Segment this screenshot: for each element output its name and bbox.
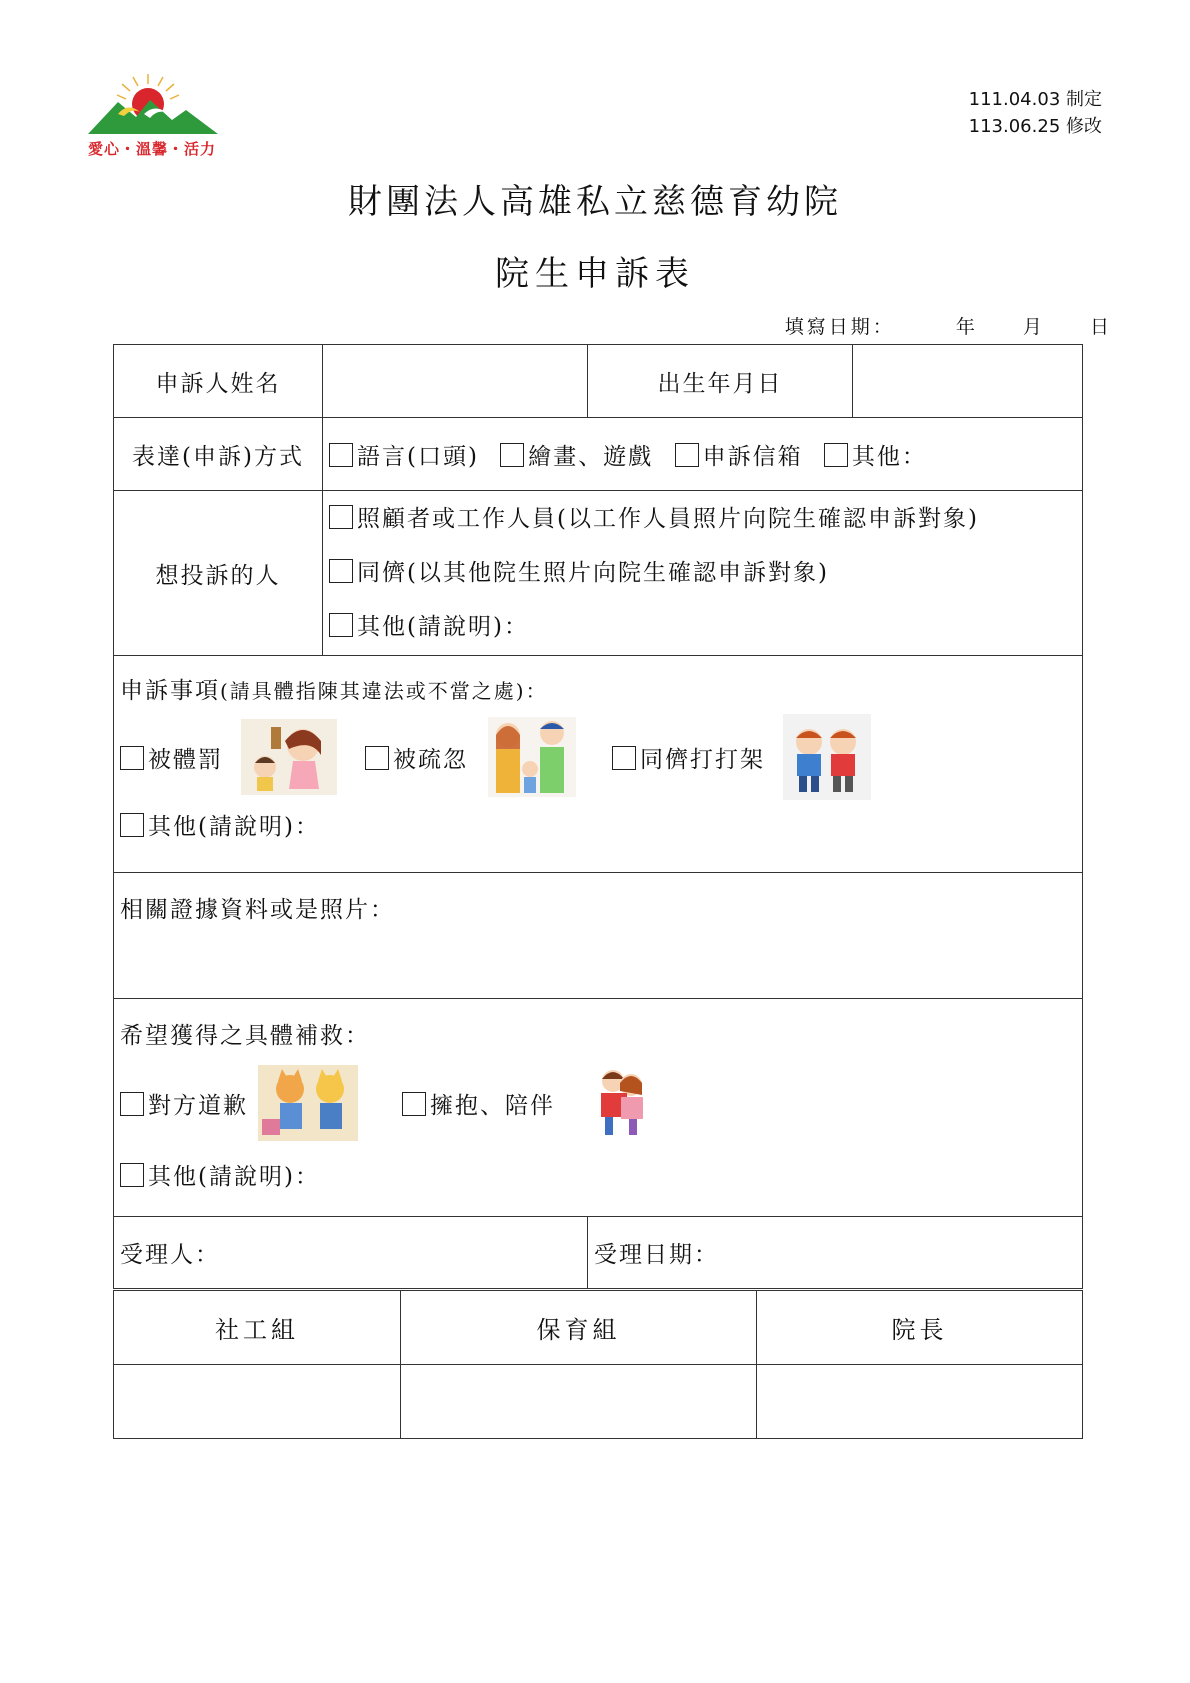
- apology-illustration-icon: [258, 1065, 358, 1141]
- table-row: [114, 491, 1083, 656]
- option-label: 申訴信箱: [702, 443, 803, 470]
- fill-date: [785, 312, 1112, 339]
- remedy-label: 希望獲得之具體補救：: [120, 1023, 370, 1049]
- checkbox[interactable]: [120, 1092, 144, 1116]
- method-option-other[interactable]: [824, 444, 927, 470]
- signature-field-director[interactable]: [757, 1365, 1083, 1439]
- signature-field-social-work[interactable]: [114, 1365, 401, 1439]
- option-label: 同儕打打架: [640, 746, 765, 773]
- checkbox[interactable]: [120, 1163, 144, 1187]
- name-field[interactable]: [323, 345, 588, 418]
- option-label: 被體罰: [148, 746, 223, 773]
- target-label: 想投訴的人: [114, 491, 323, 656]
- logo-tagline-text: 愛心・溫馨・活力: [88, 140, 217, 158]
- signature-table: [113, 1290, 1083, 1439]
- form-title: 院生申訴表: [495, 254, 695, 294]
- option-label: 對方道歉: [148, 1092, 248, 1119]
- option-label: 其他(請說明)：: [357, 614, 529, 640]
- signature-header-childcare: 保育組: [401, 1291, 757, 1365]
- revision-info: [969, 86, 1102, 140]
- day-label: 日: [1089, 316, 1112, 338]
- signature-header-director: 院長: [757, 1291, 1083, 1365]
- signature-field-childcare[interactable]: [401, 1365, 757, 1439]
- checkbox[interactable]: [329, 505, 353, 529]
- option-label: 照顧者或工作人員(以工作人員照片向院生確認申訴對象): [357, 506, 979, 532]
- method-option-mailbox[interactable]: [675, 444, 803, 470]
- checkbox[interactable]: [329, 443, 353, 467]
- dob-field[interactable]: [853, 345, 1083, 418]
- fill-date-label: 填寫日期：: [784, 316, 895, 338]
- neglect-illustration-icon: [488, 717, 576, 797]
- matter-option-neglect[interactable]: [365, 741, 468, 774]
- logo-tagline: [88, 138, 216, 159]
- checkbox[interactable]: [402, 1092, 426, 1116]
- dob-label: 出生年月日: [588, 345, 853, 418]
- logo-mountain-icon: [88, 72, 218, 142]
- evidence-label: 相關證據資料或是照片：: [120, 897, 395, 923]
- option-label: 其他：: [851, 443, 927, 470]
- org-name: 財團法人高雄私立慈德育幼院: [348, 182, 842, 222]
- punishment-illustration-icon: [241, 719, 337, 795]
- table-row: [114, 1365, 1083, 1439]
- option-label: 繪畫、遊戲: [528, 443, 654, 470]
- handler-label: 受理人：: [120, 1242, 220, 1268]
- month-label: 月: [1022, 316, 1045, 338]
- target-option-other[interactable]: [329, 600, 1076, 654]
- matter-option-fighting[interactable]: [612, 741, 765, 774]
- checkbox[interactable]: [612, 746, 636, 770]
- remedy-option-hug[interactable]: [402, 1087, 555, 1120]
- revision-modified: 113.06.25 修改: [968, 116, 1102, 137]
- handle-date-label: 受理日期：: [594, 1242, 719, 1268]
- option-label: 其他(請說明)：: [148, 1164, 320, 1190]
- evidence-section[interactable]: [114, 873, 1083, 999]
- checkbox[interactable]: [675, 443, 699, 467]
- target-option-caregiver[interactable]: [329, 492, 1076, 546]
- matter-section: [114, 656, 1083, 873]
- target-options: [323, 491, 1083, 656]
- matter-option-other[interactable]: [120, 800, 1076, 854]
- checkbox[interactable]: [329, 559, 353, 583]
- option-label: 擁抱、陪伴: [430, 1092, 555, 1119]
- table-row: [114, 999, 1083, 1217]
- matter-heading: [120, 672, 1076, 714]
- checkbox[interactable]: [120, 813, 144, 837]
- method-option-verbal[interactable]: [329, 444, 479, 470]
- matter-note: (請具體指陳其違法或不當之處)：: [220, 679, 548, 703]
- table-row: [114, 873, 1083, 999]
- checkbox[interactable]: [365, 746, 389, 770]
- signature-header-social-work: 社工組: [114, 1291, 401, 1365]
- hug-illustration-icon: [585, 1065, 655, 1141]
- remedy-option-other[interactable]: [120, 1149, 1076, 1205]
- remedy-option-apology[interactable]: [120, 1087, 248, 1120]
- handler-field[interactable]: [114, 1217, 588, 1289]
- logo: [88, 72, 218, 162]
- checkbox[interactable]: [500, 443, 524, 467]
- fighting-illustration-icon: [783, 714, 871, 800]
- table-row: [114, 345, 1083, 418]
- method-option-drawing[interactable]: [500, 444, 653, 470]
- complaint-form-table: [113, 344, 1083, 1289]
- option-label: 同儕(以其他院生照片向院生確認申訴對象): [357, 560, 829, 586]
- table-row: [114, 418, 1083, 491]
- name-label: 申訴人姓名: [114, 345, 323, 418]
- table-row: [114, 1217, 1083, 1289]
- option-label: 其他(請說明)：: [148, 814, 320, 840]
- matter-label: 申訴事項: [120, 678, 220, 704]
- revision-created: 111.04.03 制定: [968, 89, 1102, 110]
- handle-date-field[interactable]: [588, 1217, 1083, 1289]
- matter-option-punishment[interactable]: [120, 741, 223, 774]
- checkbox[interactable]: [824, 443, 848, 467]
- table-row: [114, 656, 1083, 873]
- year-label: 年: [955, 316, 978, 338]
- method-label: 表達(申訴)方式: [114, 418, 323, 491]
- checkbox[interactable]: [120, 746, 144, 770]
- option-label: 被疏忽: [393, 746, 468, 773]
- checkbox[interactable]: [329, 613, 353, 637]
- method-options: [323, 418, 1083, 491]
- remedy-options: [120, 1057, 1076, 1149]
- option-label: 語言(口頭): [357, 443, 479, 470]
- matter-options: [120, 714, 1076, 800]
- remedy-section: [114, 999, 1083, 1217]
- target-option-peer[interactable]: [329, 546, 1076, 600]
- table-row: [114, 1291, 1083, 1365]
